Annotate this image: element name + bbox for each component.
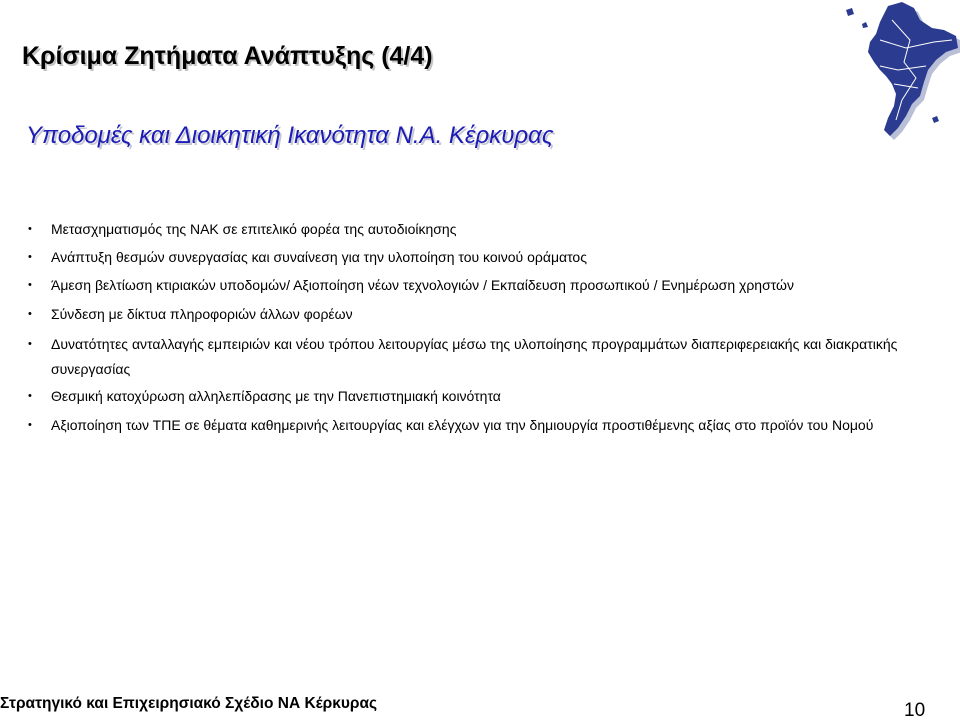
list-item — [28, 302, 931, 327]
list-item — [28, 332, 931, 382]
page-number: 10 — [904, 700, 926, 721]
bullet-icon: • — [28, 338, 32, 350]
bullet-icon: • — [28, 251, 32, 263]
list-item-text: Δυνατότητες ανταλλαγής εμπειριών και νέου τρόπου λειτουργίας μέσω της υλοποίησης προγραμμάτων διαπεριφερειακής και διακρατικής συνεργασίας — [51, 336, 898, 377]
list-item-text: Μετασχηματισμός της ΝΑΚ σε επιτελικό φορέα της αυτοδιοίκησης — [51, 221, 457, 237]
list-item — [28, 217, 931, 242]
slide-subtitle: Υποδομές και Διοικητική Ικανότητα Ν.Α. Κέρκυρας — [26, 122, 554, 149]
list-item-text: Αξιοποίηση των ΤΠΕ σε θέματα καθημερινής λειτουργίας και ελέγχων για την δημιουργία προστιθέμενης αξίας στο προϊόν του Νομού — [51, 417, 874, 433]
list-item-text: Σύνδεση με δίκτυα πληροφοριών άλλων φορέων — [51, 306, 353, 322]
bullet-icon: • — [28, 279, 32, 291]
bullet-icon: • — [28, 419, 32, 431]
slide-title: Κρίσιμα Ζητήματα Ανάπτυξης (4/4) — [22, 42, 433, 70]
slide-footer: Στρατηγικό και Επιχειρησιακό Σχέδιο ΝΑ Κέρκυρας — [0, 695, 378, 712]
corfu-island-map-icon — [840, 0, 960, 140]
list-item-text: Άμεση βελτίωση κτιριακών υποδομών/ Αξιοποίηση νέων τεχνολογιών / Εκπαίδευση προσωπικού / Ενημέρωση χρηστών — [51, 277, 794, 293]
bullet-icon: • — [28, 223, 32, 235]
list-item — [28, 413, 931, 438]
bullet-icon: • — [28, 308, 32, 320]
list-item-text: Θεσμική κατοχύρωση αλληλεπίδρασης με την Πανεπιστημιακή κοινότητα — [51, 388, 501, 404]
list-item-text: Ανάπτυξη θεσμών συνεργασίας και συναίνεση για την υλοποίηση του κοινού οράματος — [51, 249, 587, 265]
list-item — [28, 245, 931, 270]
list-item — [28, 384, 931, 409]
bullet-icon: • — [28, 390, 32, 402]
list-item — [28, 273, 931, 298]
